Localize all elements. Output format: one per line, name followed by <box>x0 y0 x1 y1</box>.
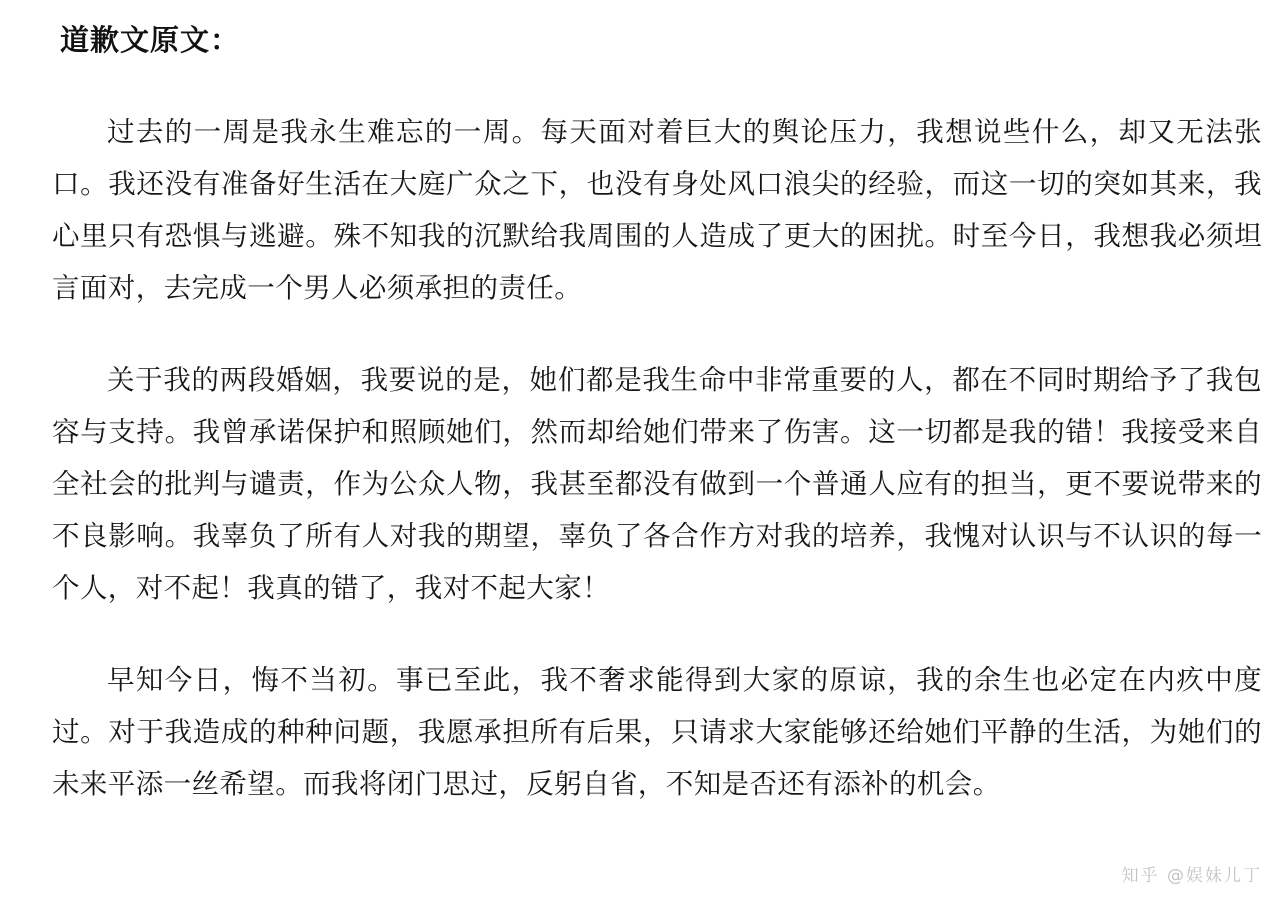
paragraph: 过去的一周是我永生难忘的一周。每天面对着巨大的舆论压力，我想说些什么，却又无法张口。我还没有准备好生活在大庭广众之下，也没有身处风口浪尖的经验，而这一切的突如其来，我心里只有恐惧与逃避。殊不知我的沉默给我周围的人造成了更大的困扰。时至今日，我想我必须坦言面对，去完成一个男人必须承担的责任。 <box>52 115 1262 304</box>
watermark: 知乎 @娱妹儿丁 <box>1121 866 1262 886</box>
paragraph: 关于我的两段婚姻，我要说的是，她们都是我生命中非常重要的人，都在不同时期给予了我包容与支持。我曾承诺保护和照顾她们，然而却给她们带来了伤害。这一切都是我的错！我接受来自全社会的批判与谴责，作为公众人物，我甚至都没有做到一个普通人应有的担当，更不要说带来的不良影响。我辜负了所有人对我的期望，辜负了各合作方对我的培养，我愧对认识与不认识的每一个人，对不起！我真的错了，我对不起大家！ <box>52 363 1262 604</box>
page-title: 道歉文原文： <box>60 23 241 57</box>
paragraph: 早知今日，悔不当初。事已至此，我不奢求能得到大家的原谅，我的余生也必定在内疚中度过。对于我造成的种种问题，我愿承担所有后果，只请求大家能够还给她们平静的生活，为她们的未来平添一丝希望。而我将闭门思过，反躬自省，不知是否还有添补的机会。 <box>52 663 1262 800</box>
document-body <box>52 106 1266 810</box>
